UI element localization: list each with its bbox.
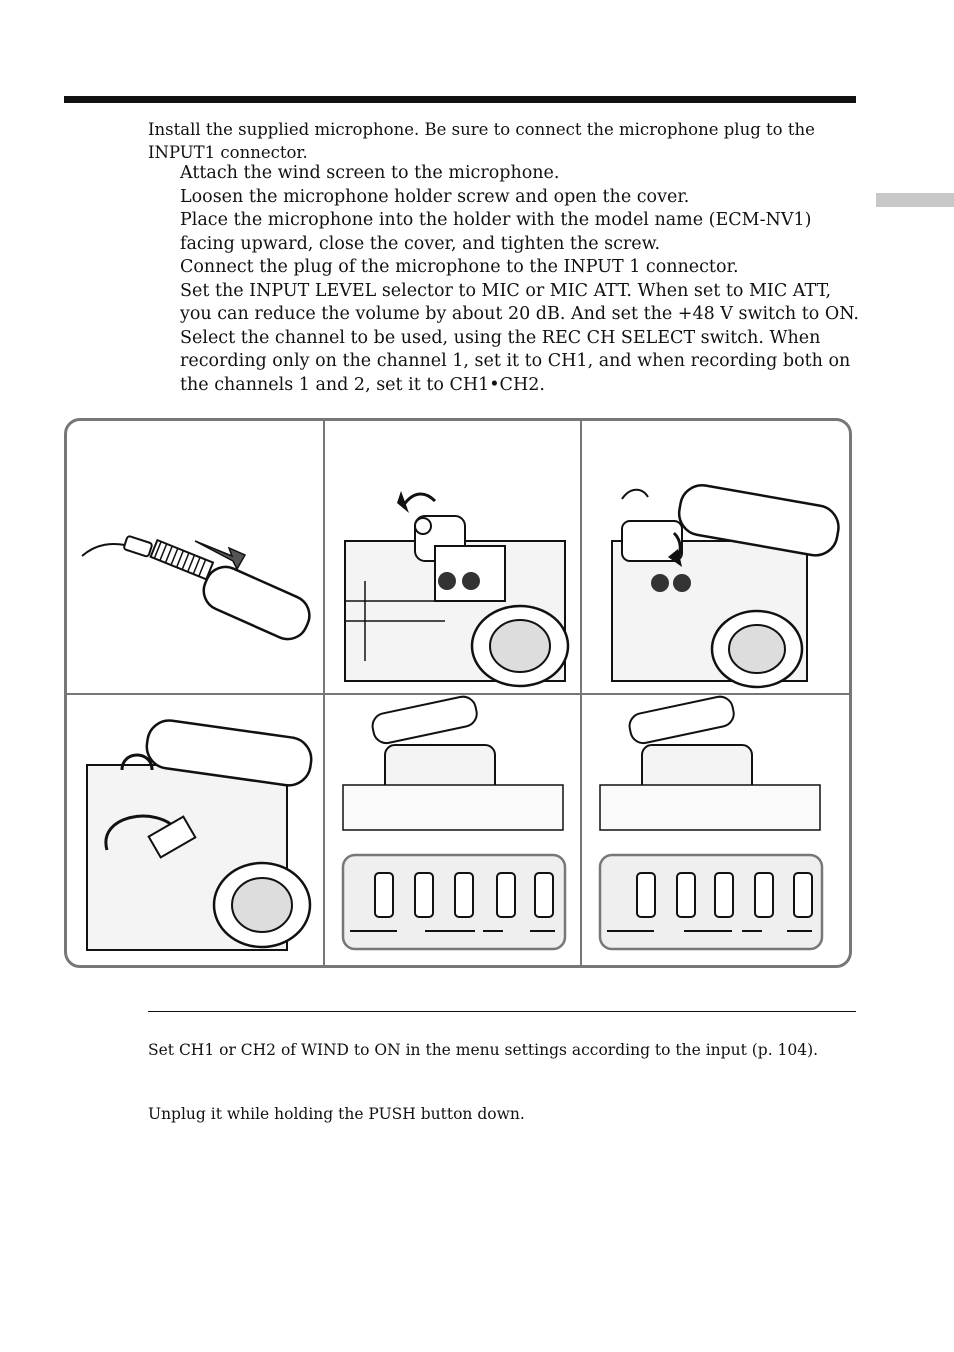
microphone-insert-illustration: [582, 421, 852, 693]
steps-list: [180, 162, 860, 397]
note-text: Set CH1 or CH2 of WIND to ON in the menu settings according to the input (p. 104).: [148, 1041, 819, 1059]
step-item: Select the channel to be used, using the REC CH SELECT switch. When recording only on the channel 1, set it to CH1, and when recording both on the channels 1 and 2, set it to CH1•CH2.: [180, 327, 851, 395]
step-item: Loosen the microphone holder screw and open the cover.: [180, 186, 690, 207]
header-rule: [64, 96, 856, 103]
step-item: Connect the plug of the microphone to the INPUT 1 connector.: [180, 257, 739, 277]
section-rule: [148, 1011, 856, 1012]
microphone-windscreen-illustration: [67, 421, 323, 693]
illustration-panel: [64, 418, 852, 968]
step-item: Place the microphone into the holder with the model name (ECM-NV1) facing upward, close the cover, and tighten the screw.: [180, 210, 812, 254]
note-text: Unplug it while holding the PUSH button down.: [148, 1105, 525, 1123]
switch-panel-ch1ch2-illustration: [582, 695, 852, 965]
holder-open-illustration: [325, 421, 580, 693]
switch-panel-ch1-illustration: [325, 695, 580, 965]
step-item: Set the INPUT LEVEL selector to MIC or MIC ATT. When set to MIC ATT, you can reduce the volume by about 20 dB. And set the +48 V switch to ON.: [180, 280, 859, 324]
plug-connect-illustration: [67, 695, 323, 965]
step-item: Attach the wind screen to the microphone.: [180, 163, 560, 183]
section-tab: [876, 193, 954, 207]
intro-text: Install the supplied microphone. Be sure to connect the microphone plug to the INPUT1 connector.: [148, 120, 815, 162]
